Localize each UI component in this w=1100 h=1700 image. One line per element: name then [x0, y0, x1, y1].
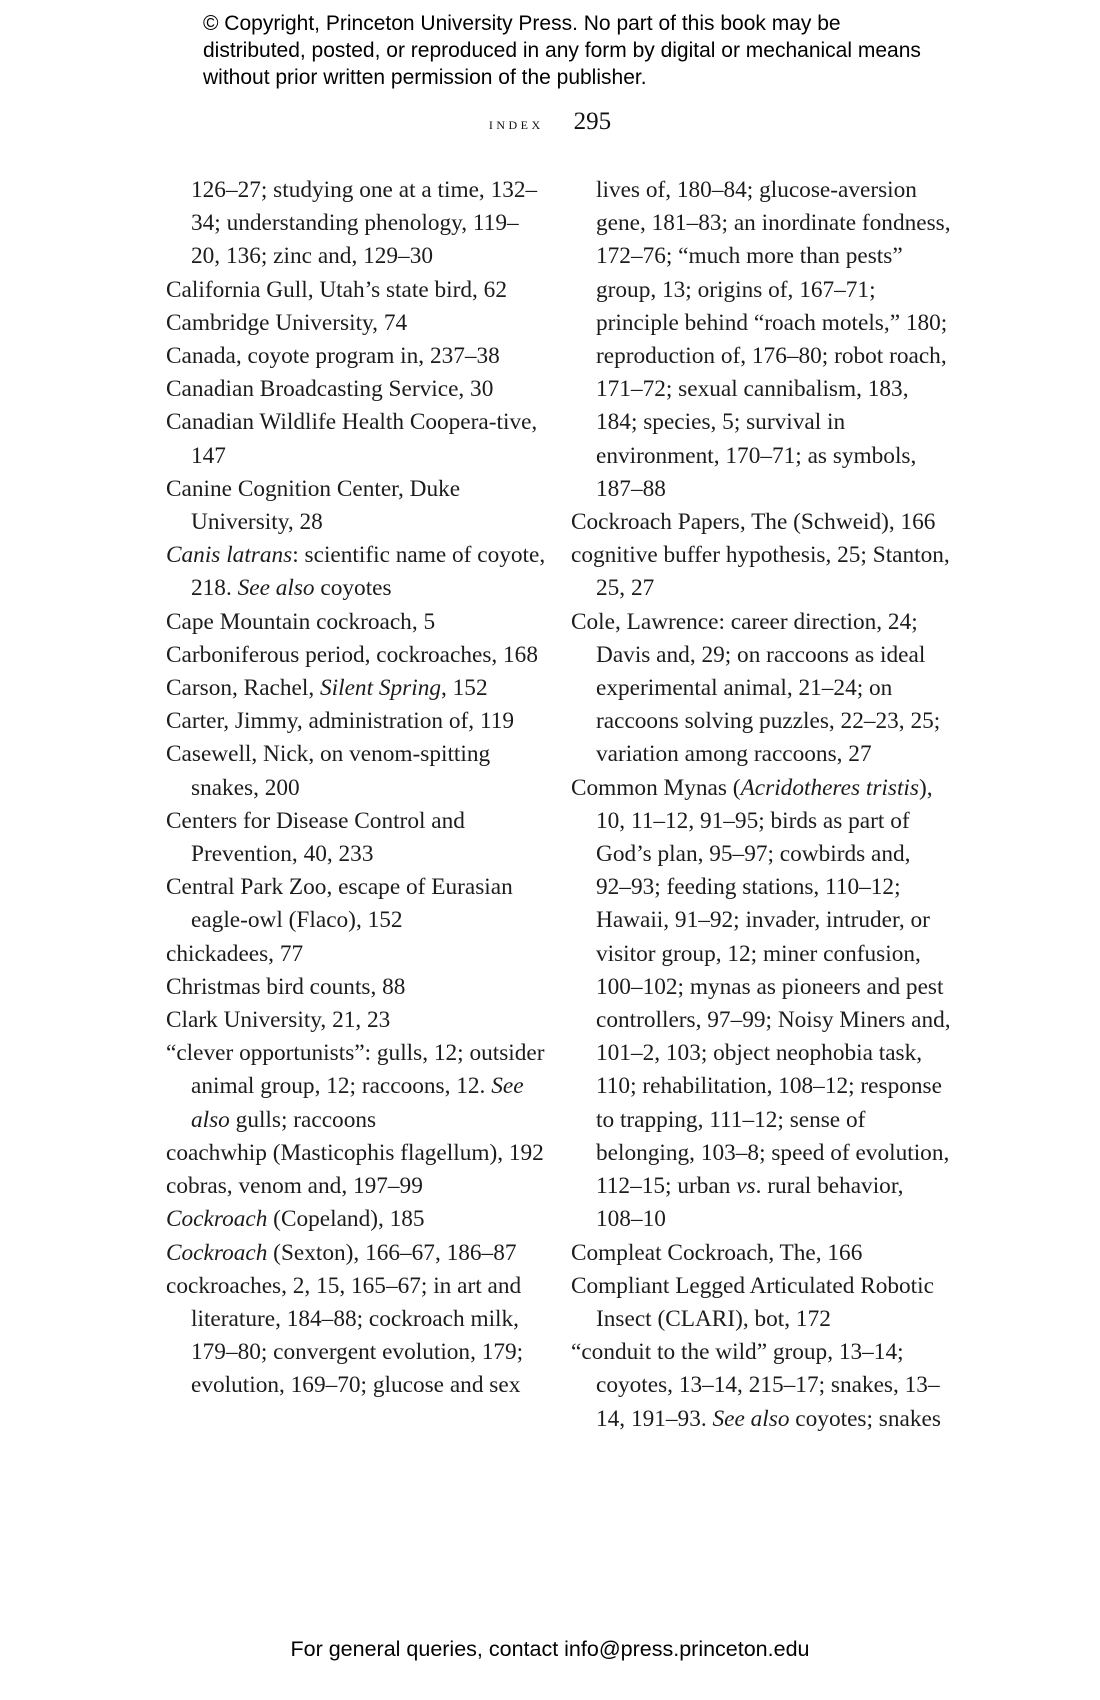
- index-entry-italic-text: Cockroach: [166, 1239, 268, 1266]
- index-entry-text: : scientific name of coyote, 218.: [191, 542, 546, 602]
- index-entry-text: coachwhip (Masticophis flagellum), 192: [166, 1139, 544, 1166]
- index-entry-text: . rural behavior, 108–10: [596, 1173, 904, 1233]
- index-entry: [166, 672, 546, 705]
- index-entry-text: Carboniferous period, cockroaches, 168: [166, 641, 538, 668]
- index-entry-text: coyotes: [314, 575, 392, 602]
- copyright-notice: © Copyright, Princeton University Press. No part of this book may be distributed, posted, or reproduced in any form by digital or mechanical means without prior written permission of the publisher.: [203, 12, 921, 89]
- index-column-right: [571, 174, 951, 1436]
- index-entry: [166, 473, 546, 539]
- index-entry-text: Clark University, 21, 23: [166, 1007, 391, 1034]
- index-entry-text: Carter, Jimmy, administration of, 119: [166, 708, 515, 735]
- index-entry-text: lives of, 180–84; glucose-aversion gene, 181–83; an inordinate fondness, 172–76; “much more than pests” group, 13; origins of, 167–71; principle behind “roach motels,” 180; reproduction of, 176–80; robot roach, 171–72; sexual cannibalism, 183, 184; species, 5; survival in environment, 170–71; as symbols, 187–88: [596, 177, 951, 502]
- index-entry: [166, 1237, 546, 1270]
- index-entry-text: Cole, Lawrence: career direction, 24; Davis and, 29; on raccoons as ideal experimental animal, 21–24; on raccoons solving puzzles, 22–23, 25; variation among raccoons, 27: [571, 608, 941, 768]
- index-entry-text: chickadees, 77: [166, 940, 304, 967]
- index-entry-text: “conduit to the wild” group, 13–14; coyotes, 13–14, 215–17; snakes, 13–14, 191–93.: [571, 1339, 940, 1432]
- index-entry-text: cockroaches, 2, 15, 165–67; in art and literature, 184–88; cockroach milk, 179–80; convergent evolution, 179; evolution, 169–70; glucose and sex: [166, 1272, 524, 1399]
- index-entry: [166, 274, 546, 307]
- index-entry: [571, 506, 951, 539]
- index-entry: [571, 606, 951, 772]
- running-head-label: index: [488, 114, 544, 133]
- index-entry-text: Christmas bird counts, 88: [166, 973, 406, 1000]
- index-entry-text: 126–27; studying one at a time, 132–34; understanding phenology, 119–20, 136; zinc and, 129–30: [191, 177, 538, 270]
- index-entry-italic-text: Cockroach: [166, 1206, 268, 1233]
- index-entry: [166, 606, 546, 639]
- index-entry: [166, 1004, 546, 1037]
- index-entry: [166, 373, 546, 406]
- index-entry: [166, 307, 546, 340]
- index-entry: [166, 738, 546, 804]
- index-entry-text: Common Mynas (: [571, 774, 741, 801]
- index-entry-text: gulls; raccoons: [229, 1106, 377, 1133]
- index-entry: [166, 406, 546, 472]
- index-entry-italic-text: See also: [191, 1073, 524, 1133]
- index-entry: [571, 1270, 951, 1336]
- index-entry: [166, 971, 546, 1004]
- index-entry-continued: [571, 174, 951, 506]
- index-entry: [166, 1037, 546, 1137]
- index-entry: [166, 871, 546, 937]
- index-entry-italic-text: See also: [712, 1405, 790, 1432]
- index-entry-text: Casewell, Nick, on venom-spitting snakes, 200: [166, 741, 491, 801]
- index-entry: [166, 1203, 546, 1236]
- index-entry-italic-text: Canis latrans: [166, 542, 293, 569]
- index-entry-text: Compleat Cockroach, The, 166: [571, 1239, 863, 1266]
- index-entry-text: cognitive buffer hypothesis, 25; Stanton, 25, 27: [571, 542, 950, 602]
- index-entry-text: Cambridge University, 74: [166, 309, 408, 336]
- index-entry-text: ), 10, 11–12, 91–95; birds as part of God’s plan, 95–97; cowbirds and, 92–93; feeding stations, 110–12; Hawaii, 91–92; invader, intruder, or visitor group, 12; miner confusion, 100–102; mynas as pioneers and pest controllers, 97–99; Noisy Miners and, 101–2, 103; object neophobia task, 110; rehabilitation, 108–12; response to trapping, 111–12; sense of belonging, 103–8; speed of evolution, 112–15; urban: [596, 774, 951, 1200]
- index-entry-text: (Copeland), 185: [267, 1206, 425, 1233]
- index-entry-text: California Gull, Utah’s state bird, 62: [166, 276, 507, 303]
- index-entry-text: Canadian Broadcasting Service, 30: [166, 376, 494, 403]
- index-column-left: [166, 174, 546, 1403]
- index-entry: [166, 805, 546, 871]
- index-entry-text: Central Park Zoo, escape of Eurasian eagle-owl (Flaco), 152: [166, 874, 513, 934]
- index-entry-italic-text: vs: [736, 1173, 756, 1200]
- index-entry-text: coyotes; snakes: [789, 1405, 941, 1432]
- index-entry-text: Compliant Legged Articulated Robotic Insect (CLARI), bot, 172: [571, 1272, 934, 1332]
- index-entry: [571, 772, 951, 1237]
- index-entry-italic-text: See also: [237, 575, 315, 602]
- index-entry: [166, 705, 546, 738]
- running-head: [0, 108, 1100, 136]
- index-entry-text: “clever opportunists”: gulls, 12; outsider animal group, 12; raccoons, 12.: [166, 1040, 545, 1100]
- index-entry-italic-text: Silent Spring: [319, 675, 441, 702]
- index-entry: [571, 1336, 951, 1436]
- index-entry: [166, 340, 546, 373]
- index-entry: [166, 1270, 546, 1403]
- index-entry-text: Cockroach Papers, The (Schweid), 166: [571, 509, 936, 536]
- index-entry: [166, 1137, 546, 1170]
- index-entry-text: cobras, venom and, 197–99: [166, 1173, 423, 1200]
- footer-contact: For general queries, contact info@press.princeton.edu: [290, 1637, 810, 1661]
- index-entry-text: , 152: [441, 675, 488, 702]
- index-entry-text: Canadian Wildlife Health Coopera-tive, 147: [166, 409, 538, 469]
- index-entry-continued: [166, 174, 546, 274]
- index-entry: [166, 1170, 546, 1203]
- page-number: 295: [573, 108, 612, 135]
- index-entry: [571, 1237, 951, 1270]
- index-entry: [166, 539, 546, 605]
- index-entry: [166, 938, 546, 971]
- index-entry: [166, 639, 546, 672]
- index-entry-italic-text: Acridotheres tristis: [740, 774, 919, 801]
- index-entry: [571, 539, 951, 605]
- index-entry-text: Centers for Disease Control and Prevention, 40, 233: [166, 807, 465, 868]
- index-entry-text: Carson, Rachel,: [166, 675, 320, 702]
- index-entry-text: Canine Cognition Center, Duke University, 28: [166, 475, 461, 536]
- index-entry-text: Cape Mountain cockroach, 5: [166, 608, 436, 635]
- index-entry-text: Canada, coyote program in, 237–38: [166, 343, 500, 370]
- index-entry-text: (Sexton), 166–67, 186–87: [267, 1239, 517, 1266]
